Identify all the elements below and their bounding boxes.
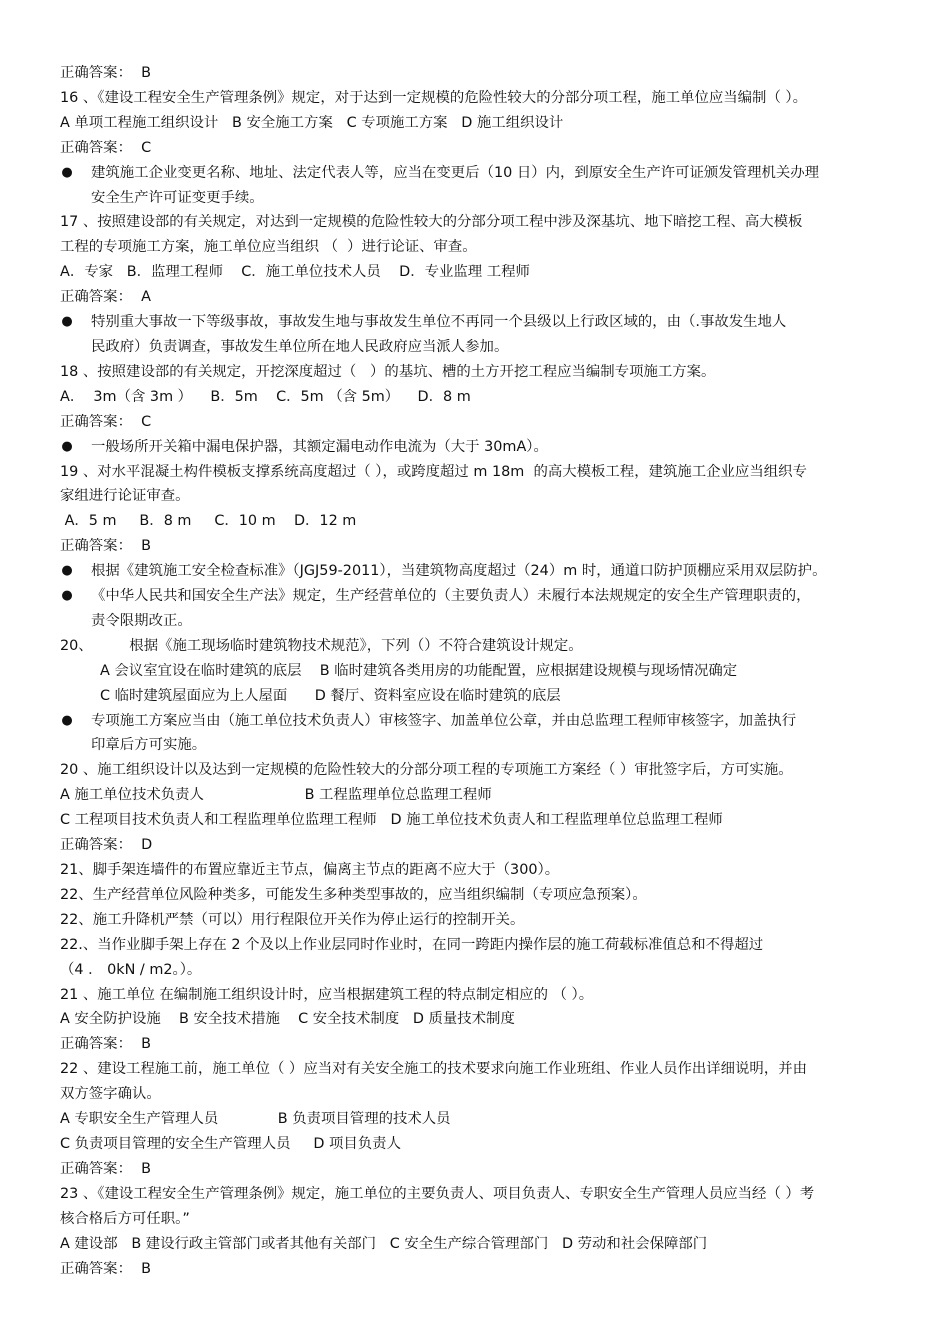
bullet-text: 一般场所开关箱中漏电保护器，其额定漏电动作电流为（大于 30mA）。 <box>91 438 548 455</box>
bullet-item <box>60 161 910 211</box>
text-line: 正确答案： B <box>60 65 151 81</box>
text-line: 19 、对水平混凝土构件模板支撑系统高度超过（ ），或跨度超过 m 18m 的高大模板工程，建筑施工企业应当组织专 <box>60 463 807 480</box>
option-line: C 临时建筑屋面应为上人屋面 D 餐厅、资料室应设在临时建筑的底层 <box>100 687 561 704</box>
text-line: 正确答案： B <box>60 538 151 555</box>
bullet-item <box>60 559 910 584</box>
bullet-text: 《中华人民共和国安全生产法》规定，生产经营单位的（主要负责人）未履行本法规规定的安全生产管理职责的， <box>91 588 811 605</box>
text-line: 正确答案： D <box>60 837 153 854</box>
text-line: C 负责项目管理的安全生产管理人员 D 项目负责人 <box>60 1135 401 1152</box>
bullet-item <box>60 310 910 360</box>
text-line: 21、脚手架连墙件的布置应靠近主节点，偏离主节点的距离不应大于（300）。 <box>60 862 560 878</box>
text-line: C 工程项目技术负责人和工程监理单位监理工程师 D 施工单位技术负责人和工程监理单位总监理工程师 <box>60 812 723 829</box>
text-line: A 专职安全生产管理人员 B 负责项目管理的技术人员 <box>60 1111 451 1128</box>
text-line: 正确答案： C <box>60 139 152 156</box>
text-line: 20 、施工组织设计以及达到一定规模的危险性较大的分部分项工程的专项施工方案经（ ）审批签字后，方可实施。 <box>60 762 793 779</box>
text-line: 21 、施工单位 在编制施工组织设计时，应当根据建筑工程的特点制定相应的 （ ）。 <box>60 986 594 1003</box>
text-line: 核合格后方可任职。” <box>60 1210 190 1227</box>
text-line: 家组进行论证审查。 <box>60 488 190 505</box>
text-line: 22.、当作业脚手架上存在 2 个及以上作业层同时作业时，在同一跨距内操作层的施工荷载标准值总和不得超过 <box>60 936 764 953</box>
bullet-icon: ● <box>61 164 73 180</box>
text-line: A 施工单位技术负责人 B 工程监理单位总监理工程师 <box>60 787 492 804</box>
text-line: 双方签字确认。 <box>60 1086 161 1103</box>
text-line: 22、生产经营单位风险种类多，可能发生多种类型事故的，应当组织编制（专项应急预案）。 <box>60 886 647 903</box>
text-line: 正确答案： C <box>60 413 152 430</box>
text-line: 16 、《建设工程安全生产管理条例》规定，对于达到一定规模的危险性较大的分部分项工程，施工单位应当编制（ ）。 <box>60 89 807 106</box>
bullet-text-continued: 责令限期改正。 <box>91 612 192 629</box>
text-line: 正确答案： B <box>60 1036 151 1053</box>
option-line: A 会议室宜设在临时建筑的底层 B 临时建筑各类用房的功能配置，应根据建设规模与现场情况确定 <box>100 662 738 679</box>
bullet-icon: ● <box>61 438 73 454</box>
bullet-text: 专项施工方案应当由（施工单位技术负责人）审核签字、加盖单位公章，并由总监理工程师审核签字，加盖执行 <box>91 712 797 729</box>
bullet-text-continued: 印章后方可实施。 <box>91 737 207 754</box>
text-line: A 安全防护设施 B 安全技术措施 C 安全技术制度 D 质量技术制度 <box>60 1011 515 1028</box>
text-line: A．5 m B．8 m C．10 m D．12 m <box>60 513 357 530</box>
text-line: 18 、按照建设部的有关规定，开挖深度超过（ ）的基坑、槽的土方开挖工程应当编制专项施工方案。 <box>60 363 716 380</box>
bullet-text: 根据《建筑施工安全检查标准》（JGJ59-2011），当建筑物高度超过（24）m 时，通道口防护顶棚应采用双层防护。 <box>91 563 827 580</box>
text-line: 正确答案： B <box>60 1260 151 1277</box>
text-line: A． 3m（含 3m ） B．5m C．5m （含 5m） D．8 m <box>60 388 471 405</box>
bullet-text-continued: 安全生产许可证变更手续。 <box>91 189 264 206</box>
bullet-item <box>60 584 910 634</box>
bullet-text: 建筑施工企业变更名称、地址、法定代表人等，应当在变更后（10 日）内，到原安全生产许可证颁发管理机关办理 <box>91 164 820 181</box>
text-line: 正确答案： A <box>60 289 151 306</box>
bullet-item <box>60 709 910 759</box>
bullet-icon: ● <box>61 563 73 579</box>
text-line: 17 、按照建设部的有关规定，对达到一定规模的危险性较大的分部分项工程中涉及深基坑、地下暗挖工程、高大模板 <box>60 214 803 231</box>
text-line: 22、施工升降机严禁（可以）用行程限位开关作为停止运行的控制开关。 <box>60 911 525 928</box>
text-line: A 建设部 B 建设行政主管部门或者其他有关部门 C 安全生产综合管理部门 D 劳动和社会保障部门 <box>60 1235 708 1252</box>
text-line: 23 、《建设工程安全生产管理条例》规定，施工单位的主要负责人、项目负责人、专职安全生产管理人员应当经（ ）考 <box>60 1185 815 1202</box>
text-line: 正确答案： B <box>60 1160 151 1177</box>
bullet-icon: ● <box>61 588 73 604</box>
bullet-icon: ● <box>61 314 73 330</box>
bullet-icon: ● <box>61 712 73 728</box>
bullet-item <box>60 435 910 460</box>
bullet-text-continued: 民政府）负责调查，事故发生单位所在地人民政府应当派人参加。 <box>91 338 509 355</box>
text-line: A 单项工程施工组织设计 B 安全施工方案 C 专项施工方案 D 施工组织设计 <box>60 114 564 131</box>
text-line: 20、 根据《施工现场临时建筑物技术规范》，下列（）不符合建筑设计规定。 <box>60 637 583 654</box>
bullet-text: 特别重大事故一下等级事故，事故发生地与事故发生单位不再同一个县级以上行政区域的，由（.事故发生地人 <box>91 314 787 331</box>
text-line: A．专家 B．监理工程师 C．施工单位技术人员 D．专业监理 工程师 <box>60 264 530 281</box>
text-line: （4 ． 0kN / m2。）。 <box>60 961 202 978</box>
text-line: 22 、建设工程施工前，施工单位（ ）应当对有关安全施工的技术要求向施工作业班组、作业人员作出详细说明，并由 <box>60 1061 807 1078</box>
text-line: 工程的专项施工方案，施工单位应当组织 （ ）进行论证、审查。 <box>60 239 477 256</box>
